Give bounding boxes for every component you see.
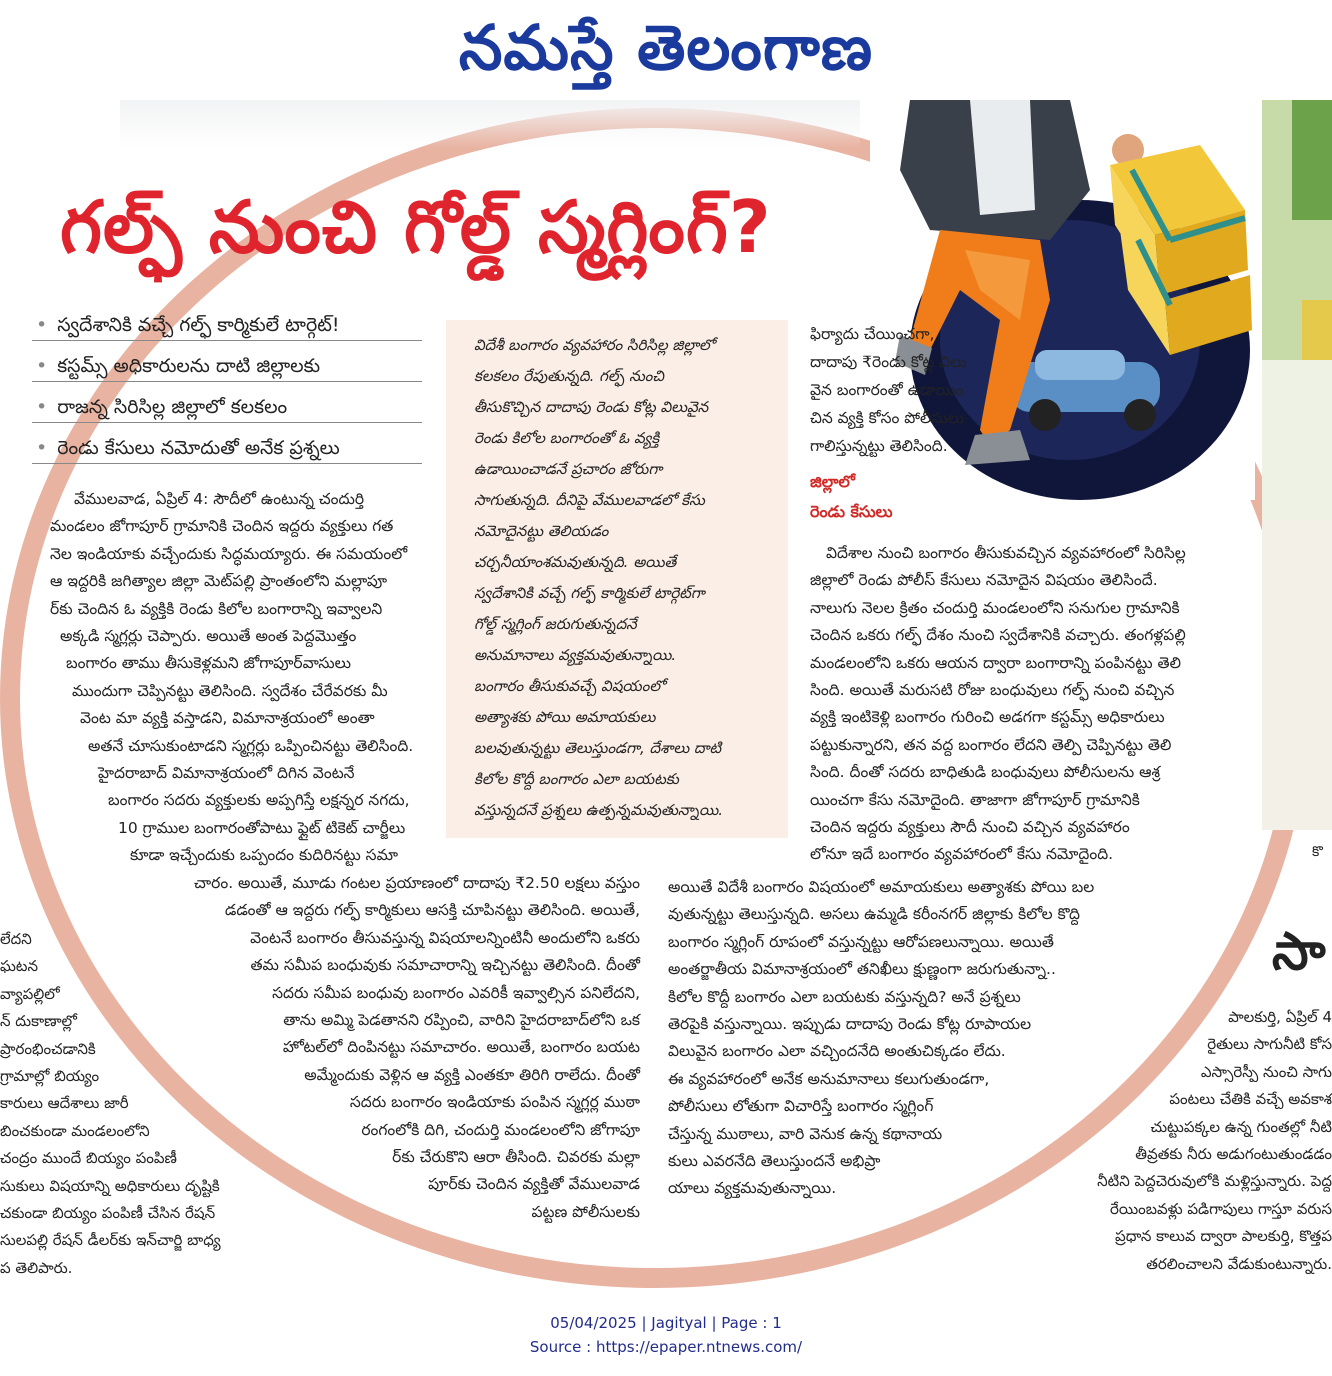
text-line: సదరు సమీప బంధువు బంగారం ఎవరికీ ఇవ్వాల్సిన పనిలేదని, bbox=[272, 983, 640, 1002]
text-line: అంతర్జాతీయ విమానాశ్రయంలో తనిఖీలు క్షుణ్ణంగా జరుగుతున్నా.. bbox=[668, 960, 1056, 979]
text-line: తరలించాలని వేడుకుంటున్నారు. bbox=[1146, 1254, 1332, 1273]
text-line: 10 గ్రాముల బంగారంతోపాటు ఫ్లైట్ టికెట్ చార్జీలు bbox=[118, 818, 406, 837]
text-line: తీవ్రతకు నీరు అడుగంటుతుండడం bbox=[1135, 1145, 1332, 1164]
text-line: వ్యక్తి ఇంటికెళ్లి బంగారం గురించి అడగగా కస్టమ్స్ అధికారులు bbox=[810, 708, 1165, 727]
text-line: నాలుగు నెలల క్రితం చందుర్తి మండలంలోని సనుగుల గ్రామానికి bbox=[810, 598, 1180, 617]
text-line: చెందిన ఇద్దరు వ్యక్తులు సౌదీ నుంచి వచ్చిన వ్యవహారం bbox=[810, 818, 1130, 837]
text-line: పూర్‌కు చెందిన వ్యక్తితో వేములవాడ bbox=[428, 1175, 640, 1194]
text-line: రంగంలోకి దిగి, చందుర్తి మండలంలోని జోగాపూ bbox=[361, 1120, 640, 1139]
text-line: యించగా కేసు నమోదైంది. తాజాగా జోగాపూర్ గ్రామానికి bbox=[810, 790, 1140, 809]
text-line: చకుండా బియ్యం పంపిణీ చేసిన రేషన్ bbox=[0, 1204, 216, 1223]
text-line: కారులు ఆదేశాలు జారీ bbox=[0, 1094, 129, 1113]
text-line: మండలంలోని ఒకరు ఆయన ద్వారా బంగారాన్ని పంపినట్టు తెలి bbox=[810, 653, 1181, 672]
box-line: కిలోల కొద్దీ బంగారం ఎలా బయటకు bbox=[474, 770, 679, 788]
bullet-text: కస్టమ్స్ అధికారులను దాటి జిల్లాలకు bbox=[57, 355, 321, 377]
text-line: చిన వ్యక్తి కోసం పోలీసులు bbox=[810, 409, 965, 427]
subheading-line1: జిల్లాలో bbox=[810, 472, 855, 491]
highlight-box bbox=[446, 320, 788, 838]
text-line: చుట్టుపక్కల ఉన్న గుంతల్లో నీటి bbox=[1150, 1117, 1332, 1136]
text-line: ఫిర్యాదు చేయించగా, bbox=[810, 325, 935, 343]
article-column-right-mid bbox=[810, 540, 1272, 869]
box-line: సాగుతున్నది. దీనిపై వేములవాడలో కేసు bbox=[474, 491, 705, 509]
text-line: లోనూ ఇదే బంగారం వ్యవహారంలో కేసు నమోదైంది. bbox=[810, 845, 1114, 864]
bullet-item bbox=[32, 433, 422, 464]
bullet-item bbox=[32, 392, 422, 423]
text-line: డడంతో ఆ ఇద్దరు గల్ఫ్ కార్మికులు ఆసక్తి చూపినట్టు తెలిసింది. అయితే, bbox=[224, 901, 640, 920]
box-line: అనుమానాలు వ్యక్తమవుతున్నాయి. bbox=[474, 646, 677, 664]
text-line: న్ దుకాణాల్లో bbox=[0, 1012, 77, 1031]
box-line: స్వదేశానికి వచ్చే గల్ఫ్ కార్మికులే టార్గెట్‌గా bbox=[474, 584, 705, 602]
text-line: గాలిస్తున్నట్టు తెలిసింది. bbox=[810, 437, 948, 455]
text-line: కిలోల కొద్దీ బంగారం ఎలా బయటకు వస్తున్నది? అనే ప్రశ్నలు bbox=[668, 987, 1021, 1006]
box-line: బలవుతున్నట్టు తెలుస్తుండగా, దేశాలు దాటి bbox=[474, 739, 722, 757]
text-line: బంగారం తాము తీసుకెళ్లమని జోగాపూర్‌వాసులు bbox=[66, 654, 351, 673]
text-line: ప తెలిపారు. bbox=[0, 1258, 73, 1277]
text-line: అమ్మేందుకు వెళ్లిన ఆ వ్యక్తి ఎంతకూ తిరిగి రాలేదు. దీంతో bbox=[304, 1065, 640, 1084]
text-line: వ్యాపల్లిలో bbox=[0, 984, 60, 1003]
box-line: విదేశీ బంగారం వ్యవహారం సిరిసిల్ల జిల్లాలో bbox=[474, 336, 715, 354]
text-line: సుకులు విషయాన్ని అధికారులు దృష్టికి bbox=[0, 1176, 220, 1195]
bullet-dot: • bbox=[36, 314, 48, 336]
newspaper-title: నమస్తే తెలంగాణ bbox=[458, 11, 874, 84]
text-line: పాలకుర్తి, ఏప్రిల్ 4 bbox=[1228, 1008, 1332, 1026]
text-line: విలువైన బంగారం ఎలా వచ్చిందనేది అంతుచిక్కడం లేదు. bbox=[668, 1042, 1006, 1061]
text-line: ఆ ఇద్దరికి జగిత్యాల జిల్లా మెట్‌పల్లి ప్రాంతంలోని మల్లాపూ bbox=[50, 572, 388, 591]
text-line: రైతులు సాగునీటి కోస bbox=[1207, 1035, 1332, 1054]
text-line: వెంటనే బంగారం తీసువస్తున్న విషయాలన్నింటినీ అందులోని ఒకరు bbox=[250, 928, 640, 947]
text-line: సదరు బంగారం ఇండియాకు పంపిన స్మగ్లర్ల ముఠా bbox=[349, 1093, 640, 1112]
box-line: వస్తున్నదనే ప్రశ్నలు ఉత్పన్నమవుతున్నాయి. bbox=[474, 801, 724, 819]
footer-source-link[interactable]: Source : https://epaper.ntnews.com/ bbox=[529, 1338, 803, 1356]
text-line: జిల్లాలో రెండు పోలీస్ కేసులు నమోదైన విషయం తెలిసిందే. bbox=[810, 571, 1158, 590]
text-line: ఎస్సారెస్పీ నుంచి సాగు bbox=[1200, 1062, 1332, 1081]
article-page bbox=[0, 100, 1332, 1300]
text-line: ర్‌కు చేరుకొని ఆరా తీసింది. చివరకు మల్లా bbox=[392, 1148, 640, 1167]
box-line: చర్చనీయాంశమవుతున్నది. అయితే bbox=[474, 553, 677, 571]
text-line: చారం. అయితే, మూడు గంటల ప్రయాణంలో దాదాపు ₹2.50 లక్షలు వస్తుం bbox=[194, 874, 640, 892]
adjacent-photo-strip bbox=[1262, 100, 1332, 830]
text-line: ముందుగా చెప్పినట్టు తెలిసింది. స్వదేశం చేరేవరకు మీ bbox=[72, 681, 388, 700]
text-line: పట్టుకున్నారని, తన వద్ద బంగారం లేదని తెల్పి చెప్పినట్టు తెలి bbox=[810, 735, 1172, 754]
text-line: విదేశాల నుంచి బంగారం తీసుకువచ్చిన వ్యవహారంలో సిరిసిల్ల bbox=[826, 544, 1186, 562]
text-line: చెందిన ఒకరు గల్ఫ్ దేశం నుంచి స్వదేశానికి వచ్చారు. తంగళ్లపల్లి bbox=[810, 626, 1186, 645]
text-line: హైదరాబాద్ విమానాశ్రయంలో దిగిన వెంటనే bbox=[98, 764, 355, 783]
text-line: అయితే విదేశీ బంగారం విషయంలో అమాయకులు అత్యాశకు పోయి బల bbox=[668, 878, 1095, 896]
adjacent-article-right bbox=[1050, 1004, 1332, 1278]
article-column-left bbox=[50, 486, 428, 870]
text-line: లేదని bbox=[0, 930, 32, 948]
text-line: సింది. అయితే మరుసటి రోజు బంధువులు గల్ఫ్ నుంచి వచ్చిన bbox=[810, 681, 1175, 700]
text-line: పట్టణ పోలీసులకు bbox=[531, 1202, 640, 1221]
text-line: బంగారం సదరు వ్యక్తులకు అప్పగిస్తే లక్షన్నర నగదు, bbox=[108, 791, 410, 810]
text-line: మండలం జోగాపూర్ గ్రామానికి చెందిన ఇద్దరు వ్యక్తులు గత bbox=[50, 517, 394, 536]
text-line: తాను అమ్మి పెడతానని రప్పించి, వారిని హైదరాబాద్‌లోని ఒక bbox=[283, 1011, 640, 1030]
adjacent-article-left bbox=[0, 926, 260, 1282]
text-line: అతనే చూసుకుంటాడని స్మగ్లర్లు ఒప్పించినట్టు తెలిసింది. bbox=[88, 736, 414, 755]
text-line: చేస్తున్న ముఠాలు, వారి వెనుక ఉన్న కథానాయ bbox=[668, 1124, 943, 1143]
bullet-dot: • bbox=[36, 396, 48, 418]
text-line: వేములవాడ, ఏప్రిల్ 4: సౌదీలో ఉంటున్న చందుర్తి bbox=[74, 490, 365, 508]
masthead bbox=[0, 0, 1332, 100]
text-line: వైన బంగారంతో ఉడాయిం bbox=[810, 381, 964, 399]
text-line: పంటలు చేతికి వచ్చే అవకాశ bbox=[1169, 1090, 1332, 1109]
bullet-item bbox=[32, 310, 422, 341]
text-line: దాదాపు ₹రెండు కోట్ల విలు bbox=[810, 353, 967, 371]
box-line: గోల్డ్ స్మగ్లింగ్ జరుగుతున్నదనే bbox=[474, 615, 637, 633]
box-line: ఉడాయించాడనే ప్రచారం జోరుగా bbox=[474, 460, 663, 478]
text-line: బించకుండా మండలంలోని bbox=[0, 1121, 150, 1140]
adjacent-photo-caption: కొ bbox=[1312, 844, 1323, 860]
text-line: ప్రారంభించడానికి bbox=[0, 1039, 96, 1058]
box-line: నమోదైనట్టు తెలియడం bbox=[474, 522, 609, 540]
bullet-item bbox=[32, 351, 422, 382]
bullet-text: రెండు కేసులు నమోదుతో అనేక ప్రశ్నలు bbox=[57, 437, 340, 459]
text-line: చంద్రం ముందే బియ్యం పంపిణీ bbox=[0, 1149, 177, 1168]
text-line: రేయింబవళ్లు పడిగాపులు గాస్తూ వరుస bbox=[1109, 1199, 1332, 1218]
text-line: పోలీసులు లోతుగా విచారిస్తే బంగారం స్మగ్లింగ్ bbox=[668, 1097, 934, 1116]
headline: గల్ఫ్ నుంచి గోల్డ్ స్మగ్లింగ్? bbox=[60, 185, 772, 269]
text-line: బంగారం స్మగ్లింగ్ రూపంలో వస్తున్నట్టు ఆరోపణలున్నాయి. అయితే bbox=[668, 932, 1054, 951]
text-line: వెంట మా వ్యక్తి వస్తాడని, విమానాశ్రయంలో అంతా bbox=[80, 709, 375, 728]
text-line: కులు ఎవరనేది తెలుస్తుందనే అభిప్రా bbox=[668, 1152, 881, 1171]
text-line: గ్రామాల్లో బియ్యం bbox=[0, 1067, 100, 1086]
footer-date-line: 05/04/2025 | Jagityal | Page : 1 bbox=[550, 1314, 782, 1332]
text-line: సింది. దీంతో సదరు బాధితుడి బంధువులు పోలీసులను ఆశ్ర bbox=[810, 763, 1161, 782]
text-line: సులపల్లి రేషన్ డీలర్‌కు ఇన్‌చార్జి బాధ్య bbox=[0, 1231, 221, 1250]
box-line: తీసుకొచ్చిన దాదాపు రెండు కోట్ల విలువైన bbox=[474, 398, 709, 416]
text-line: ప్రధాన కాలువ ద్వారా పాలకుర్తి, కొత్తప bbox=[1115, 1227, 1332, 1246]
text-line: తమ సమీప బంధువుకు సమాచారాన్ని ఇచ్చినట్టు తెలిసింది. దీంతో bbox=[250, 956, 640, 975]
text-line: తెరపైకి వస్తున్నాయి. ఇప్పుడు దాదాపు రెండు కోట్ల రూపాయల bbox=[668, 1015, 1032, 1034]
bullet-dot: • bbox=[36, 355, 48, 377]
text-line: నీటిని పెద్దచెరువులోకి మళ్లిస్తున్నారు. పెద్ద bbox=[1097, 1172, 1332, 1191]
box-line: అత్యాశకు పోయి అమాయకులు bbox=[474, 708, 656, 726]
text-line: యాలు వ్యక్తమవుతున్నాయి. bbox=[668, 1179, 837, 1198]
text-line: వుతున్నట్టు తెలుస్తున్నది. అసలు ఉమ్మడి కరీంనగర్ జిల్లాకు కిలోల కొద్ది bbox=[668, 905, 1080, 924]
box-line: రెండు కిలోల బంగారంతో ఓ వ్యక్తి bbox=[474, 429, 660, 447]
bullet-list bbox=[32, 310, 422, 474]
text-line: అక్కడి స్మగ్లర్లు చెప్పారు. అయితే అంత పెద్దమొత్తం bbox=[60, 627, 357, 646]
text-line: ఈ వ్యవహారంలో అనేక అనుమానాలు కలుగుతుండగా, bbox=[668, 1069, 990, 1088]
subheading-line2: రెండు కేసులు bbox=[810, 502, 893, 521]
text-line: కూడా ఇచ్చేందుకు ఒప్పందం కుదిరినట్టు సమా bbox=[130, 846, 398, 865]
text-line: నెల ఇండియాకు వచ్చేందుకు సిద్ధమయ్యారు. ఈ సమయంలో bbox=[50, 544, 408, 563]
bullet-dot: • bbox=[36, 437, 48, 459]
circle-top-shading bbox=[120, 100, 860, 148]
text-line: హోటల్‌లో దింపినట్టు సమాచారం. అయితే, బంగారం బయట bbox=[282, 1038, 640, 1057]
adjacent-article-heading: సా bbox=[1272, 922, 1326, 982]
box-line: బంగారం తీసుకువచ్చే విషయంలో bbox=[474, 677, 665, 695]
bullet-text: రాజన్న సిరిసిల్ల జిల్లాలో కలకలం bbox=[57, 396, 288, 418]
box-line: కలకలం రేపుతున్నది. గల్ఫ్ నుంచి bbox=[474, 367, 664, 385]
text-line: ఘటన bbox=[0, 957, 38, 976]
text-line: ర్‌కు చెందిన ఓ వ్యక్తికి రెండు కిలోల బంగారాన్ని ఇవ్వాలని bbox=[50, 599, 383, 618]
article-column-right-top bbox=[810, 320, 995, 460]
bullet-text: స్వదేశానికి వచ్చే గల్ఫ్ కార్మికులే టార్గెట్! bbox=[57, 314, 340, 336]
